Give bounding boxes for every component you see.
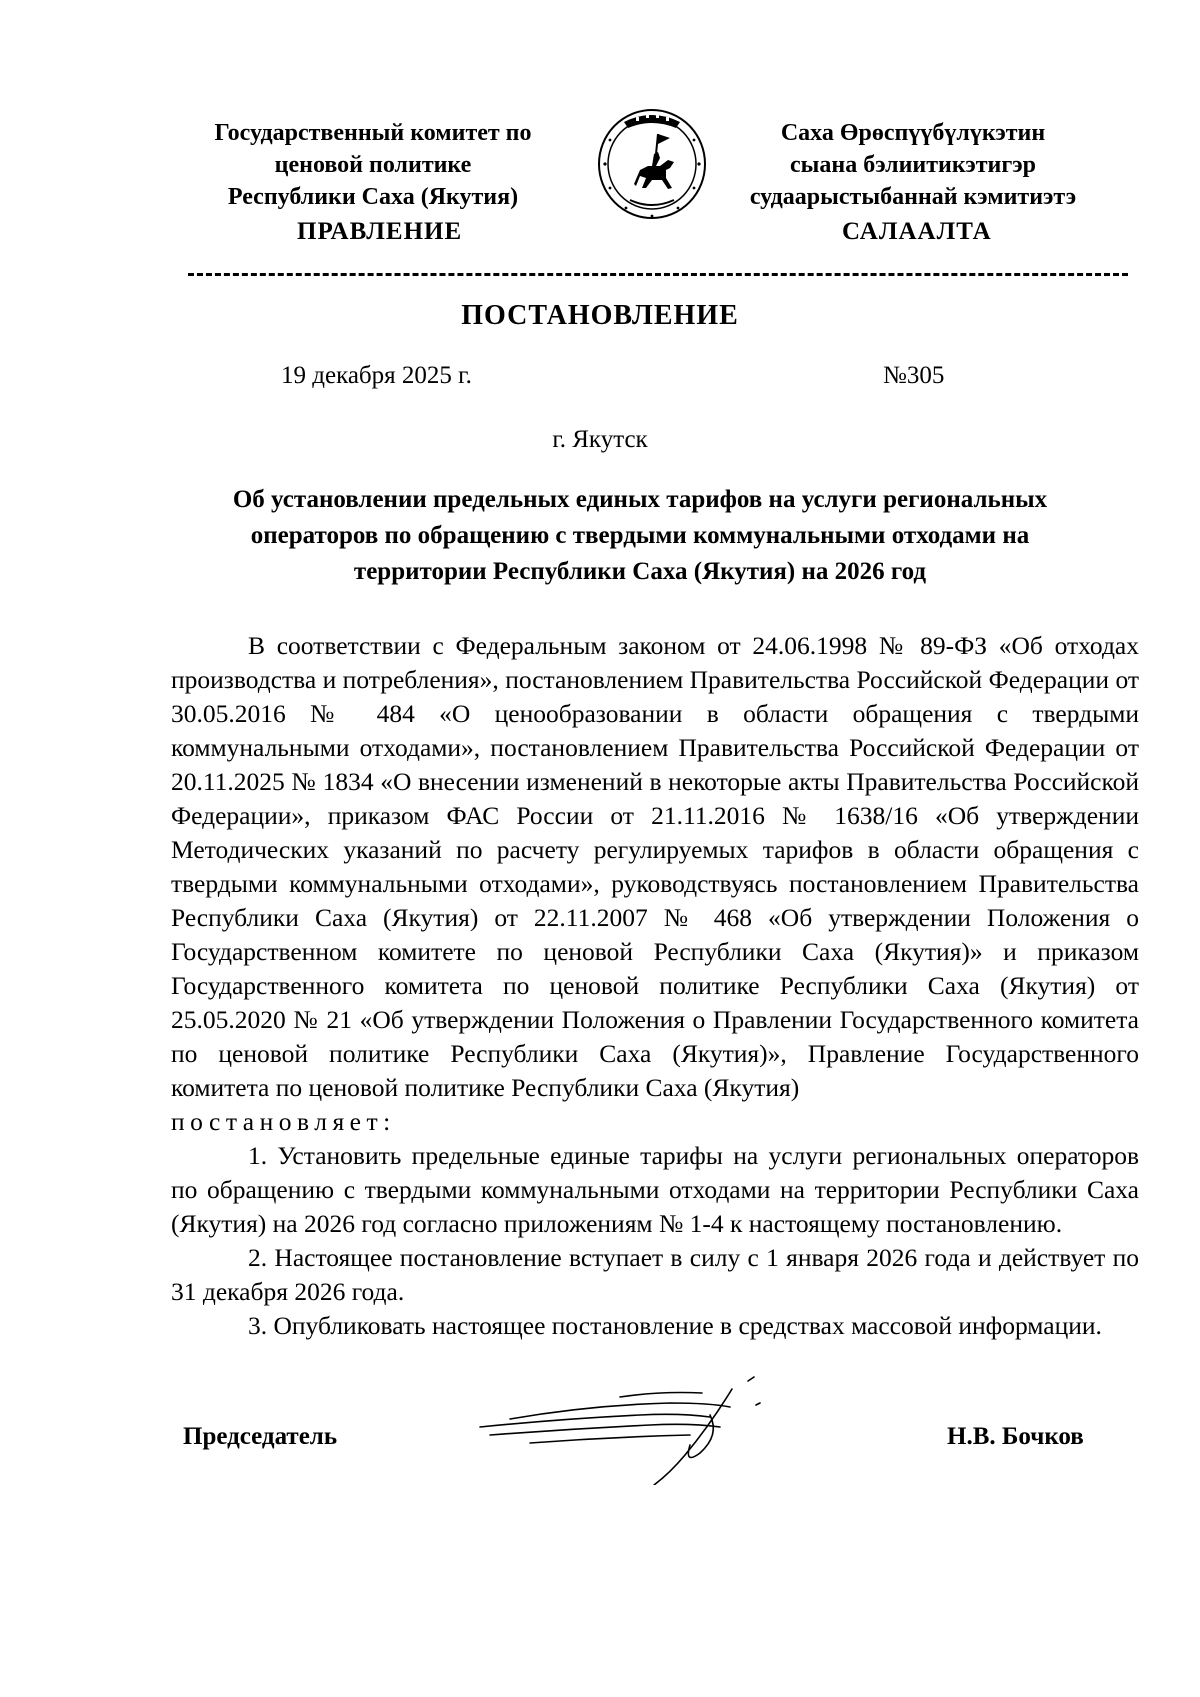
sakha-coat-of-arms-icon: [596, 106, 708, 221]
board-label-russian: ПРАВЛЕНИЕ: [297, 218, 463, 245]
issuer-name-yakut: [718, 117, 1108, 213]
resolves-word: постановляет:: [171, 1107, 396, 1136]
handwritten-signature-icon: [470, 1375, 800, 1485]
subject-line: операторов по обращению с твердыми коммунальными отходами на: [250, 522, 1030, 549]
issuer-line: ценовой политике: [274, 152, 472, 178]
signatory-position: Председатель: [183, 1423, 338, 1450]
issuer-line: Саха Өрөспүүбүлүкэтин: [780, 120, 1046, 146]
document-date: 19 декабря 2025 г.: [281, 362, 472, 389]
subject-line: территории Республики Саха (Якутия) на 2026 год: [353, 558, 927, 585]
document-type-title: ПОСТАНОВЛЕНИЕ: [461, 300, 739, 331]
document-body: [171, 629, 1139, 1343]
issuer-line: Республики Саха (Якутия): [227, 184, 519, 210]
resolution-item: 1. Установить предельные единые тарифы на услуги региональных операторов по обращению с твердыми коммунальными отходами на территории Республики Саха (Якутия) на 2026 год согласно приложениям № 1-4 к настоящему постановлению.: [171, 1141, 1139, 1238]
signatory-name: Н.В. Бочков: [947, 1423, 1084, 1450]
header-divider: [188, 273, 1128, 276]
issuer-line: сыана бэлиитикэтигэр: [789, 152, 1036, 178]
subject-line: Об установлении предельных единых тарифов на услуги региональных: [232, 486, 1048, 513]
document-city: г. Якутск: [552, 426, 648, 453]
resolution-item: 2. Настоящее постановление вступает в силу с 1 января 2026 года и действует по 31 декабря 2026 года.: [171, 1243, 1139, 1306]
issuer-line: Государственный комитет по: [214, 120, 532, 146]
resolution-item: 3. Опубликовать настоящее постановление в средствах массовой информации.: [248, 1311, 1102, 1340]
document-number: №305: [883, 362, 945, 389]
board-label-yakut: САЛААЛТА: [842, 218, 992, 245]
issuer-name-russian: [178, 117, 568, 213]
preamble-paragraph: В соответствии с Федеральным законом от 24.06.1998 № 89-ФЗ «Об отходах производства и потребления», постановлением Правительства Российской Федерации от 30.05.2016 № 484 «О ценообразовании в области обращения с твердыми коммунальными отходами», постановлением Правительства Российской Федерации от 20.11.2025 № 1834 «О внесении изменений в некоторые акты Правительства Российской Федерации», приказом ФАС России от 21.11.2016 № 1638/16 «Об утверждении Методических указаний по расчету регулируемых тарифов в области обращения с твердыми коммунальными отходами», руководствуясь постановлением Правительства Республики Саха (Якутия) от 22.11.2007 № 468 «Об утверждении Положения о Государственном комитете по ценовой Республики Саха (Якутия)» и приказом Государственного комитета по ценовой политике Республики Саха (Якутия) от 25.05.2020 № 21 «Об утверждении Положения о Правлении Государственного комитета по ценовой политике Республики Саха (Якутия)», Правление Государственного комитета по ценовой политике Республики Саха (Якутия): [171, 631, 1139, 1102]
issuer-line: судаарыстыбаннай кэмитиэтэ: [749, 184, 1077, 210]
document-subject: [160, 482, 1120, 590]
